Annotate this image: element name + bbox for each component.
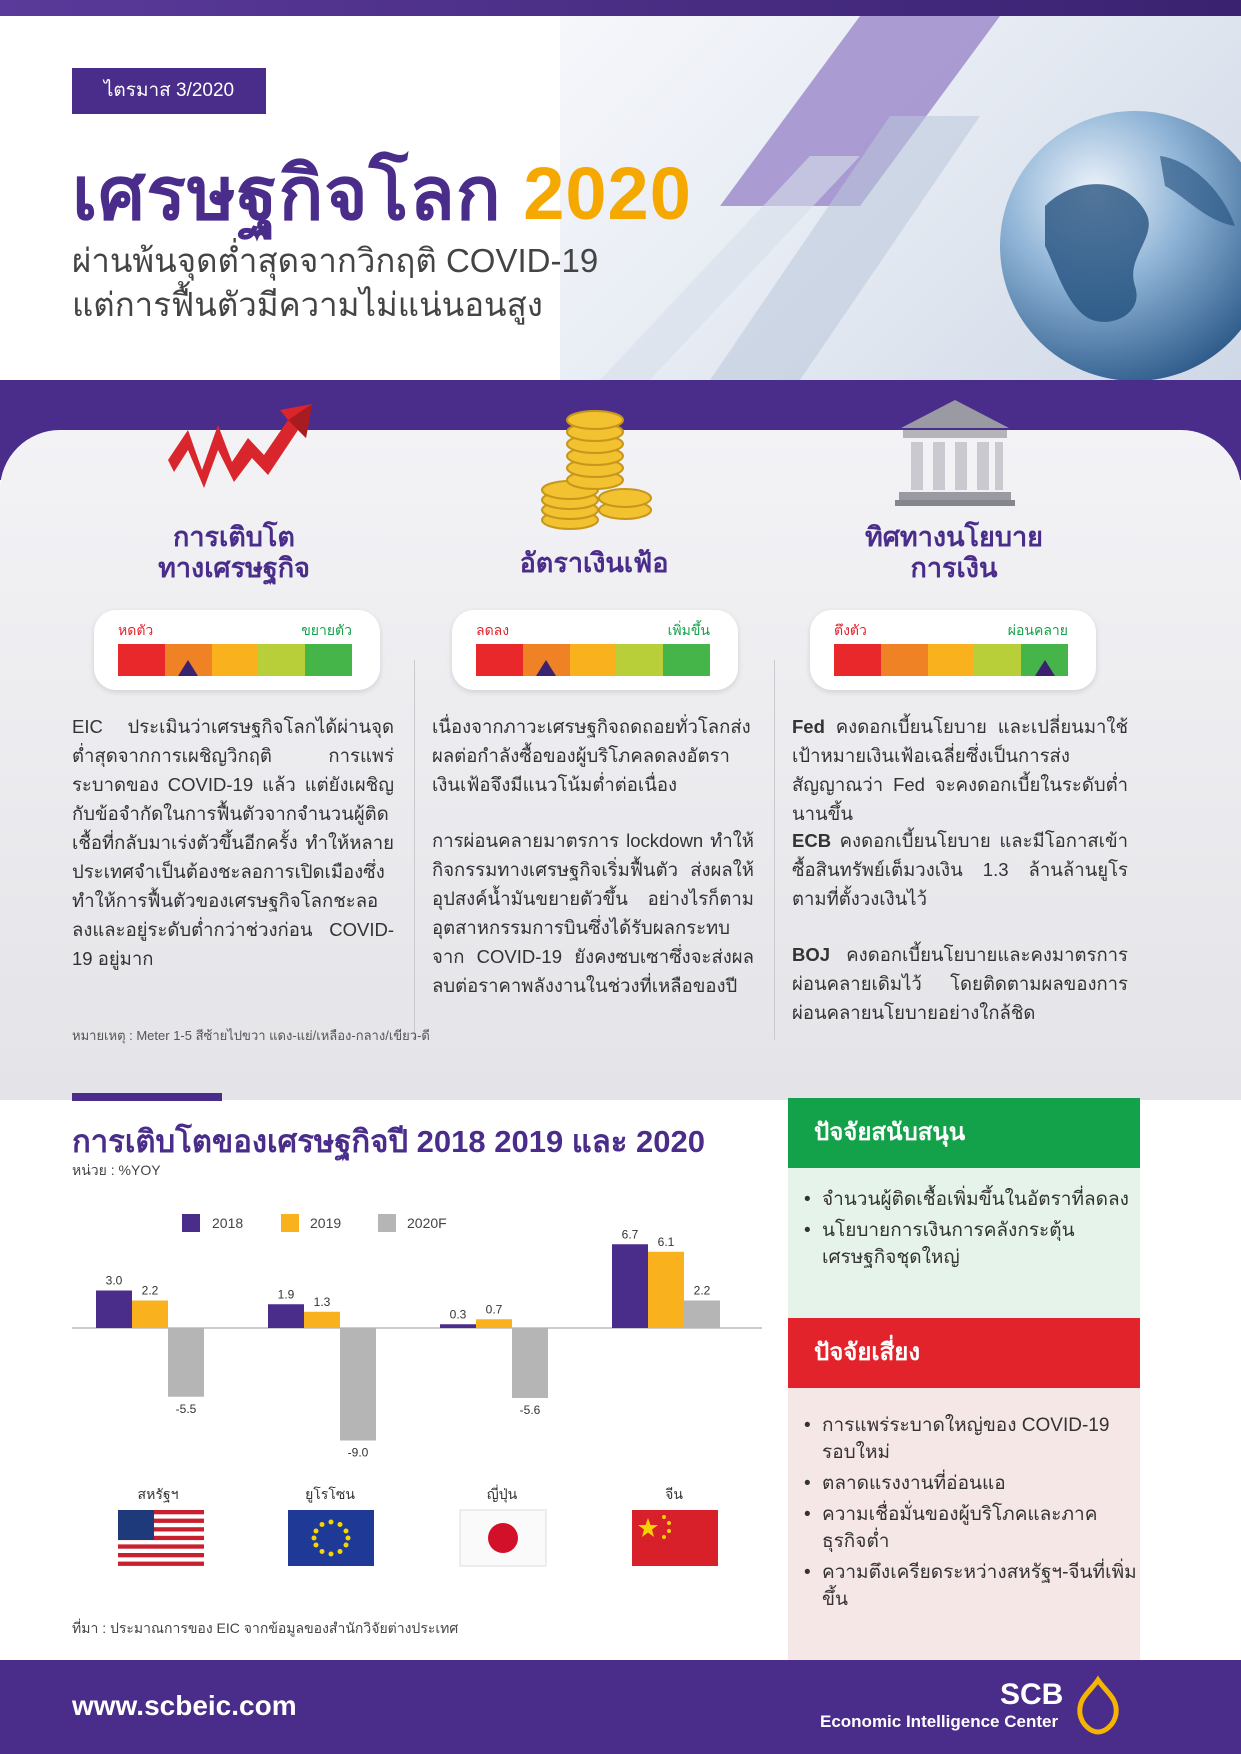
globe-icon bbox=[985, 116, 1241, 380]
country-label-us: สหรัฐฯ bbox=[137, 1486, 179, 1502]
meter-right-label: ขยายตัว bbox=[301, 622, 352, 638]
chart-unit: หน่วย : %YOY bbox=[72, 1162, 161, 1178]
legend-swatch-2019 bbox=[281, 1214, 299, 1232]
meter-pointer-icon bbox=[178, 660, 198, 676]
indicator-text-fed bbox=[792, 712, 1128, 828]
bar-value-label: -9.0 bbox=[347, 1445, 369, 1460]
bar-value-label: 1.3 bbox=[313, 1294, 331, 1309]
bar-value-label: 0.7 bbox=[485, 1302, 503, 1317]
risk-factor-item: • การแพร่ระบาดใหญ่ของ COVID-19 รอบใหม่ bbox=[822, 1412, 1140, 1466]
indicator-title-line-2: ทางเศรษฐกิจ bbox=[158, 553, 310, 583]
top-strip bbox=[0, 0, 1241, 16]
indicator-title-line-1: การเติบโต bbox=[173, 522, 295, 552]
risk-factors-body bbox=[788, 1388, 1140, 1660]
bar-2018-1 bbox=[268, 1304, 304, 1328]
policy-lead: BOJ bbox=[792, 944, 831, 965]
bar-2020F-3 bbox=[684, 1301, 720, 1329]
support-factors-body bbox=[788, 1168, 1140, 1318]
chart-accent-bar bbox=[72, 1093, 222, 1101]
support-factor-item: • นโยบายการเงินการคลังกระตุ้นเศรษฐกิจชุดใหญ่ bbox=[822, 1217, 1140, 1271]
bar-value-label: 6.7 bbox=[621, 1227, 639, 1242]
bar-2019-0 bbox=[132, 1301, 168, 1329]
legend-label-2018: 2018 bbox=[212, 1215, 244, 1231]
risk-factor-item: • ความตึงเครียดระหว่างสหรัฐฯ-จีนที่เพิ่มขึ้น bbox=[822, 1559, 1140, 1613]
meter-right-label: ผ่อนคลาย bbox=[1007, 622, 1068, 638]
bar-2018-3 bbox=[612, 1244, 648, 1328]
risk-factors-header: ปัจจัยเสี่ยง bbox=[788, 1318, 1140, 1388]
indicator-title-line-2: การเงิน bbox=[910, 553, 998, 583]
support-factors-list bbox=[788, 1168, 1140, 1271]
legend-swatch-2018 bbox=[182, 1214, 200, 1232]
risk-factor-item: • ตลาดแรงงานที่อ่อนแอ bbox=[822, 1470, 1140, 1497]
meter-monetary bbox=[810, 610, 1096, 690]
source-note: ที่มา : ประมาณการของ EIC จากข้อมูลของสำนักวิจัยต่างประเทศ bbox=[72, 1620, 459, 1636]
indicator-text-inflation-1: เนื่องจากภาวะเศรษฐกิจถดถอยทั่วโลกส่งผลต่อกำลังซื้อของผู้บริโภคลดลงอัตราเงินเฟ้อจึงมีแนวโน้มต่ำต่อเนื่อง bbox=[432, 716, 751, 795]
bar-2019-1 bbox=[304, 1312, 340, 1328]
legend-label-2019: 2019 bbox=[310, 1215, 342, 1231]
policy-lead: ECB bbox=[792, 830, 832, 851]
indicator-text-boj bbox=[792, 940, 1128, 1027]
bar-2018-0 bbox=[96, 1291, 132, 1329]
subtitle-line-2: แต่การฟื้นตัวมีความไม่แน่นอนสูง bbox=[72, 286, 543, 323]
meter-pointer-icon bbox=[536, 660, 556, 676]
bar-2019-2 bbox=[476, 1319, 512, 1328]
policy-text: คงดอกเบี้ยนโยบาย และมีโอกาสเข้าซื้อสินทรัพย์เต็มวงเงิน 1.3 ล้านล้านยูโรตามที่ตั้งวงเงินไว้ bbox=[792, 830, 1128, 909]
meter-inflation bbox=[452, 610, 738, 690]
support-factor-item: • จำนวนผู้ติดเชื้อเพิ่มขึ้นในอัตราที่ลดลง bbox=[822, 1186, 1140, 1213]
country-label-china: จีน bbox=[665, 1486, 683, 1502]
country-label-japan: ญี่ปุ่น bbox=[486, 1486, 518, 1502]
meter-bar bbox=[118, 644, 352, 676]
indicator-title-monetary bbox=[804, 522, 1104, 584]
meter-growth bbox=[94, 610, 380, 690]
indicator-title-inflation bbox=[444, 548, 744, 579]
scb-logo-icon bbox=[1076, 1678, 1120, 1734]
meter-bar bbox=[834, 644, 1068, 676]
meter-bar bbox=[476, 644, 710, 676]
bar-value-label: 2.2 bbox=[693, 1283, 711, 1298]
footer-url-link[interactable]: www.scbeic.com bbox=[72, 1690, 297, 1721]
eu-flag-icon bbox=[288, 1510, 374, 1566]
scb-logo-text: SCB bbox=[1000, 1678, 1064, 1711]
us-flag-icon bbox=[118, 1510, 204, 1566]
support-factors-header: ปัจจัยสนับสนุน bbox=[788, 1098, 1140, 1168]
bar-2020F-1 bbox=[340, 1328, 376, 1441]
growth-arrow-icon bbox=[160, 400, 320, 490]
legend-label-2020f: 2020F bbox=[407, 1215, 447, 1231]
indicator-text-growth: EIC ประเมินว่าเศรษฐกิจโลกได้ผ่านจุดต่ำสุดจากการเผชิญวิกฤติ การแพร่ระบาดของ COVID-19 แล้ว แต่ยังเผชิญกับข้อจำกัดในการฟื้นตัวจากจำนวนผู้ติดเชื้อที่กลับมาเร่งตัวขึ้นอีกครั้ง ทำให้หลายประเทศจำเป็นต้องชะลอการเปิดเมืองซึ่งทำให้การฟื้นตัวของเศรษฐกิจโลกชะลอลงและอยู่ระดับต่ำกว่าช่วงก่อน COVID-19 อยู่มาก bbox=[72, 716, 394, 969]
indicator-title-line-1: อัตราเงินเฟ้อ bbox=[519, 548, 669, 578]
subtitle-line-1: ผ่านพ้นจุดต่ำสุดจากวิกฤติ COVID-19 bbox=[72, 242, 599, 279]
title-main: เศรษฐกิจโลก bbox=[72, 152, 524, 235]
meter-left-label: หดตัว bbox=[118, 622, 154, 638]
country-label-eurozone: ยูโรโซน bbox=[305, 1486, 355, 1502]
period-badge: ไตรมาส 3/2020 bbox=[72, 68, 266, 114]
japan-flag-icon bbox=[460, 1510, 546, 1566]
indicator-title-line-1: ทิศทางนโยบาย bbox=[865, 522, 1043, 552]
column-divider bbox=[774, 660, 775, 1040]
growth-bar-chart bbox=[72, 1227, 772, 1468]
bar-2018-2 bbox=[440, 1324, 476, 1328]
meter-note: หมายเหตุ : Meter 1-5 สีซ้ายไปขวา แดง-แย่/เหลือง-กลาง/เขียว-ดี bbox=[72, 1028, 430, 1043]
policy-text: คงดอกเบี้ยนโยบาย และเปลี่ยนมาใช้เป้าหมายเงินเฟ้อเฉลี่ยซึ่งเป็นการส่งสัญญาณว่า Fed จะคงดอกเบี้ยในระดับต่ำนานขึ้น bbox=[792, 716, 1128, 824]
chart-title: การเติบโตของเศรษฐกิจปี 2018 2019 และ 2020 bbox=[72, 1124, 706, 1159]
risk-factor-item: • ความเชื่อมั่นของผู้บริโภคและภาคธุรกิจต่ำ bbox=[822, 1501, 1140, 1555]
bar-value-label: -5.5 bbox=[175, 1401, 197, 1416]
meter-left-label: ลดลง bbox=[476, 622, 510, 638]
coins-icon bbox=[525, 410, 655, 540]
indicator-title-growth bbox=[84, 522, 384, 584]
bar-value-label: 3.0 bbox=[105, 1273, 123, 1288]
bar-2020F-2 bbox=[512, 1328, 548, 1398]
indicator-text-inflation-2: การผ่อนคลายมาตรการ lockdown ทำให้กิจกรรมทางเศรษฐกิจเริ่มฟื้นตัว ส่งผลให้อุปสงค์น้ำมันขยายตัวขึ้น อย่างไรก็ตามอุตสาหกรรมการบินซึ่งได้รับผลกระทบจาก COVID-19 ยังคงซบเซาซึ่งจะส่งผลลบต่อราคาพลังงานในช่วงที่เหลือของปี bbox=[432, 830, 754, 996]
bar-2020F-0 bbox=[168, 1328, 204, 1397]
bar-value-label: 2.2 bbox=[141, 1283, 159, 1298]
policy-text: คงดอกเบี้ยนโยบายและคงมาตรการผ่อนคลายเดิมไว้ โดยติดตามผลของการผ่อนคลายนโยบายอย่างใกล้ชิด bbox=[792, 944, 1128, 1023]
meter-left-label: ตึงตัว bbox=[834, 622, 867, 638]
bar-value-label: -5.6 bbox=[519, 1403, 541, 1417]
hero-banner bbox=[0, 16, 1241, 380]
bar-value-label: 0.3 bbox=[449, 1307, 467, 1322]
indicator-text-ecb bbox=[792, 826, 1128, 913]
meter-right-label: เพิ่มขึ้น bbox=[667, 622, 710, 638]
eic-logo-text: Economic Intelligence Center bbox=[820, 1712, 1059, 1731]
bar-2019-3 bbox=[648, 1252, 684, 1328]
column-divider bbox=[414, 660, 415, 1040]
china-flag-icon bbox=[632, 1510, 718, 1566]
bar-value-label: 6.1 bbox=[657, 1234, 675, 1249]
meter-pointer-icon bbox=[1035, 660, 1055, 676]
bar-value-label: 1.9 bbox=[277, 1287, 295, 1302]
risk-factors-list bbox=[788, 1388, 1140, 1613]
bank-building-icon bbox=[895, 398, 1015, 508]
legend-swatch-2020f bbox=[378, 1214, 396, 1232]
policy-lead: Fed bbox=[792, 716, 825, 737]
title-year: 2020 bbox=[523, 152, 692, 235]
